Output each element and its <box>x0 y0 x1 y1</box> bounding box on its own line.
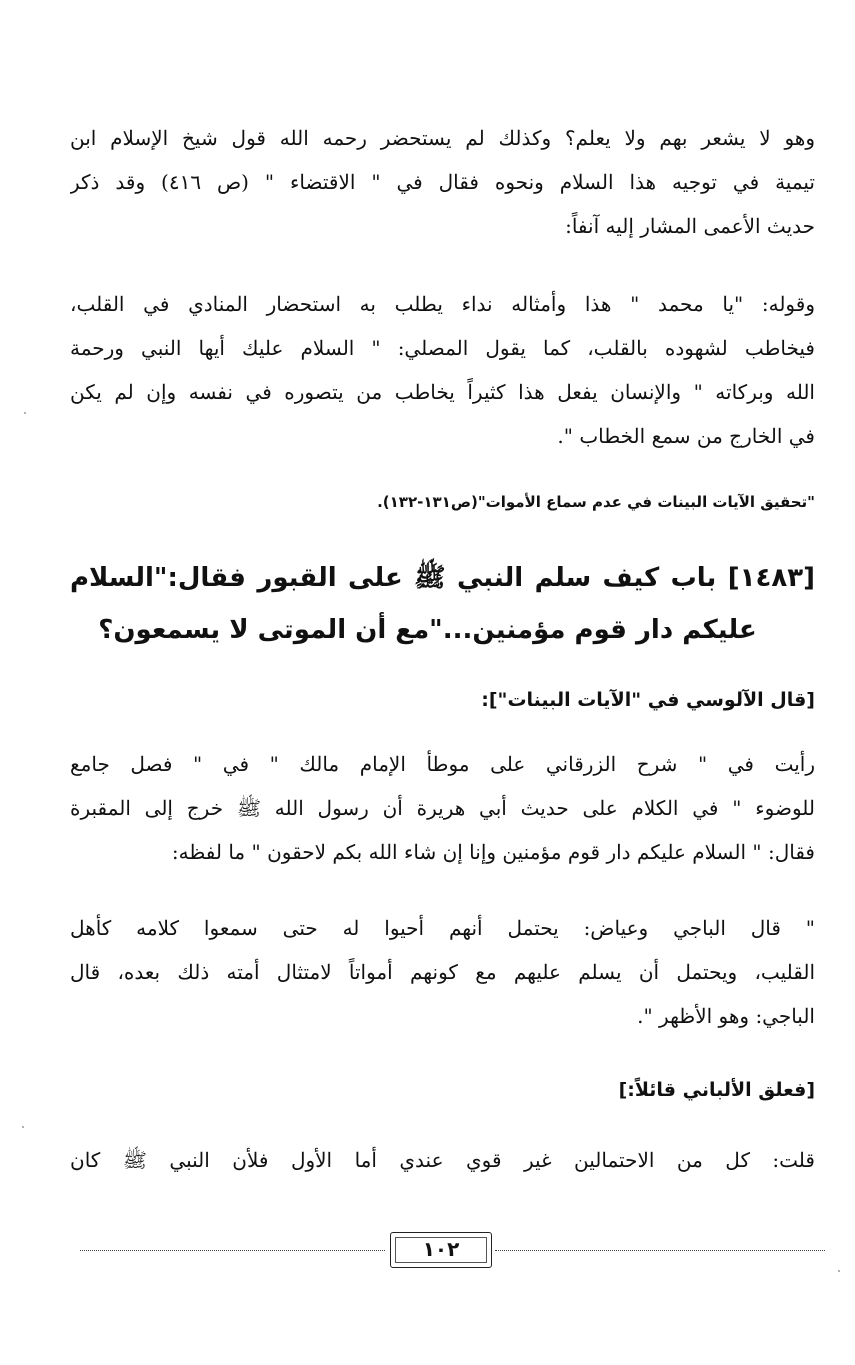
text-line: الله وبركاته " والإنسان يفعل هذا كثيراً يخاطب من يتصوره في نفسه وإن لم يكن <box>70 380 815 404</box>
text-line: وهو لا يشعر بهم ولا يعلم؟ وكذلك لم يستحضر رحمه الله قول شيخ الإسلام ابن <box>70 126 815 150</box>
text-line: فيخاطب لشهوده بالقلب، كما يقول المصلي: " السلام عليك أيها النبي ورحمة <box>70 336 815 360</box>
text-line: حديث الأعمى المشار إليه آنفاً: <box>565 214 815 238</box>
text-line: تيمية في توجيه هذا السلام ونحوه فقال في " الاقتضاء " (ص ٤١٦) وقد ذكر <box>70 170 815 194</box>
text-line: قلت: كل من الاحتمالين غير قوي عندي أما الأول فلأن النبي ﷺ كان <box>70 1148 815 1172</box>
text-line: في الخارج من سمع الخطاب ". <box>557 424 815 448</box>
page-number: ١٠٢ <box>422 1237 460 1261</box>
text-line: فقال: " السلام عليكم دار قوم مؤمنين وإنا إن شاء الله بكم لاحقون " ما لفظه: <box>171 840 815 864</box>
chapter-heading <box>70 552 815 656</box>
text-line: للوضوء " في الكلام على حديث أبي هريرة أن رسول الله ﷺ خرج إلى المقبرة <box>70 796 815 820</box>
page-footer <box>80 1232 825 1272</box>
chapter-heading-line-2: عليكم دار قوم مؤمنين..."مع أن الموتى لا يسمعون؟ <box>98 615 757 645</box>
text-line: رأيت في " شرح الزرقاني على موطأ الإمام مالك " في " فصل جامع <box>70 752 815 776</box>
subheading-albani: [فعلق الألباني قائلاً:] <box>618 1079 815 1101</box>
paragraph-3 <box>70 742 815 874</box>
scan-speck <box>22 1126 24 1128</box>
page-number-frame <box>390 1232 492 1268</box>
paragraph-5 <box>70 1138 815 1182</box>
text-line: " قال الباجي وعياض: يحتمل أنهم أحيوا له حتى سمعوا كلامه كأهل <box>70 916 815 940</box>
subheading-alusi: [قال الآلوسي في "الآيات البينات"]: <box>481 689 815 711</box>
scan-speck <box>24 412 26 414</box>
page-body <box>70 0 815 1365</box>
text-line: وقوله: "يا محمد " هذا وأمثاله نداء يطلب به استحضار المنادي في القلب، <box>70 292 815 316</box>
footer-rule-left <box>80 1250 385 1251</box>
source-reference: "تحقيق الآيات البينات في عدم سماع الأموات"(ص١٣١-١٣٢). <box>377 493 815 511</box>
text-line: القليب، ويحتمل أن يسلم عليهم مع كونهم أمواتاً لامتثال أمته ذلك بعده، قال <box>70 960 815 984</box>
chapter-heading-line-1: [١٤٨٣] باب كيف سلم النبي ﷺ على القبور فقال:"السلام <box>70 563 815 593</box>
scan-speck <box>838 1270 840 1272</box>
paragraph-2 <box>70 282 815 458</box>
paragraph-1 <box>70 116 815 248</box>
paragraph-4 <box>70 906 815 1038</box>
footer-rule-right <box>495 1250 825 1251</box>
text-line: الباجي: وهو الأظهر ". <box>637 1004 815 1028</box>
